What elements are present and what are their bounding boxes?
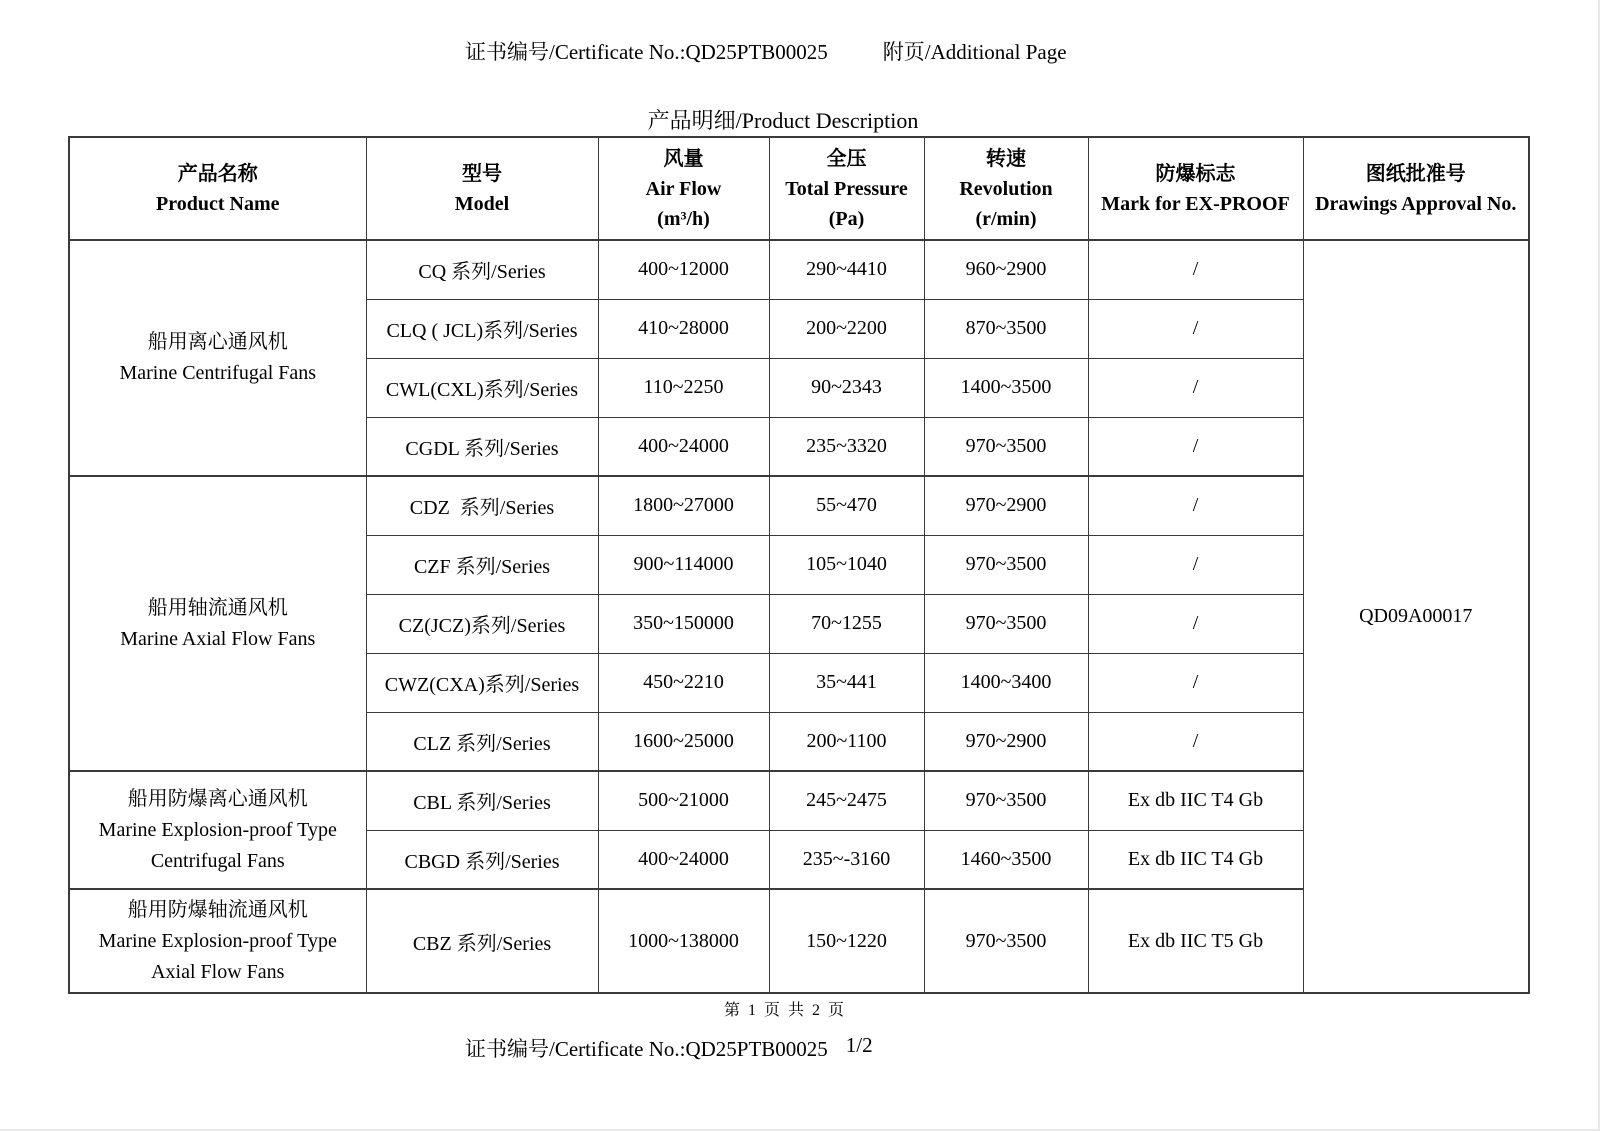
col-header-en: Revolution [959,177,1053,200]
additional-page-label: 附页/Additional Page [882,40,1067,64]
ex-proof-mark-cell: / [1088,476,1303,535]
total-pressure-cell: 235~-3160 [769,830,924,889]
col-header-ex-proof-mark [1088,137,1303,240]
col-header-unit: (Pa) [828,207,865,230]
product-name-en: Marine Centrifugal Fans [119,362,317,384]
col-header-air-flow [598,137,769,240]
col-header-en: Product Name [156,192,280,215]
col-header-zh: 产品名称 [177,162,258,185]
product-name-zh: 船用轴流通风机 [147,596,288,619]
footer-certificate-number: 证书编号/Certificate No.:QD25PTB00025 [465,1037,828,1061]
col-header-revolution [924,137,1088,240]
model-cell: CGDL 系列/Series [366,417,598,476]
product-name-cell [69,889,366,993]
product-name-cell [69,240,366,476]
col-header-en: Air Flow [645,177,722,200]
total-pressure-cell: 55~470 [769,476,924,535]
model-cell: CDZ 系列/Series [366,476,598,535]
air-flow-cell: 500~21000 [598,771,769,830]
air-flow-cell: 410~28000 [598,299,769,358]
revolution-cell: 1460~3500 [924,830,1088,889]
model-cell: CBGD 系列/Series [366,830,598,889]
total-pressure-cell: 200~1100 [769,712,924,771]
col-header-unit: (m³/h) [657,207,710,230]
col-header-total-pressure [769,137,924,240]
header-line [465,36,1067,66]
product-name-zh: 船用离心通风机 [147,331,288,353]
total-pressure-cell: 245~2475 [769,771,924,830]
total-pressure-cell: 35~441 [769,653,924,712]
total-pressure-cell: 290~4410 [769,240,924,299]
col-header-drawings-approval-no [1303,137,1529,240]
product-name-en: Marine Explosion-proof Type [98,929,337,952]
product-name-zh: 船用防爆离心通风机 [127,787,308,810]
ex-proof-mark-cell: / [1088,358,1303,417]
revolution-cell: 970~2900 [924,712,1088,771]
air-flow-cell: 400~24000 [598,417,769,476]
col-header-en: Model [454,192,510,215]
total-pressure-cell: 90~2343 [769,358,924,417]
product-name-en: Centrifugal Fans [150,849,285,872]
model-cell: CBZ 系列/Series [366,889,598,993]
air-flow-cell: 1000~138000 [598,889,769,993]
col-header-unit: (r/min) [975,207,1037,230]
revolution-cell: 970~3500 [924,417,1088,476]
air-flow-cell: 400~12000 [598,240,769,299]
product-table-body [69,240,1529,993]
product-name-zh: 船用防爆轴流通风机 [127,898,308,921]
product-name-cell [69,476,366,771]
total-pressure-cell: 105~1040 [769,535,924,594]
col-header-zh: 全压 [826,147,867,170]
ex-proof-mark-cell: Ex db IIC T4 Gb [1088,771,1303,830]
model-cell: CBL 系列/Series [366,771,598,830]
col-header-en: Total Pressure [785,177,908,200]
revolution-cell: 970~3500 [924,535,1088,594]
revolution-cell: 970~3500 [924,594,1088,653]
col-header-zh: 转速 [986,147,1026,170]
col-header-en: Mark for EX-PROOF [1101,192,1290,215]
model-cell: CLZ 系列/Series [366,712,598,771]
air-flow-cell: 1600~25000 [598,712,769,771]
revolution-cell: 970~3500 [924,771,1088,830]
ex-proof-mark-cell: Ex db IIC T4 Gb [1088,830,1303,889]
product-name-en: Marine Axial Flow Fans [120,627,316,650]
revolution-cell: 1400~3500 [924,358,1088,417]
total-pressure-cell: 150~1220 [769,889,924,993]
col-header-zh: 风量 [663,147,704,170]
total-pressure-cell: 235~3320 [769,417,924,476]
model-cell: CLQ ( JCL)系列/Series [366,299,598,358]
col-header-model [366,137,598,240]
col-header-product-name [69,137,366,240]
footer-page-fraction: 1/2 [845,1033,873,1057]
col-header-zh: 型号 [462,162,502,185]
ex-proof-mark-cell: / [1088,299,1303,358]
header-row [69,137,1529,240]
air-flow-cell: 350~150000 [598,594,769,653]
model-cell: CQ 系列/Series [366,240,598,299]
revolution-cell: 970~3500 [924,889,1088,993]
air-flow-cell: 1800~27000 [598,476,769,535]
air-flow-cell: 110~2250 [598,358,769,417]
air-flow-cell: 400~24000 [598,830,769,889]
revolution-cell: 970~2900 [924,476,1088,535]
col-header-en: Drawings Approval No. [1315,192,1517,215]
ex-proof-mark-cell: / [1088,417,1303,476]
ex-proof-mark-cell: / [1088,594,1303,653]
col-header-zh: 图纸批准号 [1365,162,1466,185]
table-row [69,240,1529,299]
revolution-cell: 960~2900 [924,240,1088,299]
ex-proof-mark-cell: / [1088,712,1303,771]
total-pressure-cell: 70~1255 [769,594,924,653]
model-cell: CZ(JCZ)系列/Series [366,594,598,653]
drawings-approval-no-cell: QD09A00017 [1303,240,1529,993]
revolution-cell: 1400~3400 [924,653,1088,712]
product-name-cell [69,771,366,889]
product-name-en: Marine Explosion-proof Type [98,818,337,841]
air-flow-cell: 450~2210 [598,653,769,712]
model-cell: CWL(CXL)系列/Series [366,358,598,417]
model-cell: CWZ(CXA)系列/Series [366,653,598,712]
model-cell: CZF 系列/Series [366,535,598,594]
total-pressure-cell: 200~2200 [769,299,924,358]
col-header-zh: 防爆标志 [1155,162,1236,185]
ex-proof-mark-cell: / [1088,240,1303,299]
air-flow-cell: 900~114000 [598,535,769,594]
footer-certificate-line [465,1033,873,1063]
page-number-line: 第 1 页 共 2 页 [723,1002,846,1019]
product-description-table [68,136,1530,994]
certificate-number: 证书编号/Certificate No.:QD25PTB00025 [465,40,828,64]
page-title: 产品明细/Product Description [647,108,919,133]
ex-proof-mark-cell: / [1088,535,1303,594]
ex-proof-mark-cell: Ex db IIC T5 Gb [1088,889,1303,993]
product-name-en: Axial Flow Fans [151,960,285,983]
revolution-cell: 870~3500 [924,299,1088,358]
ex-proof-mark-cell: / [1088,653,1303,712]
